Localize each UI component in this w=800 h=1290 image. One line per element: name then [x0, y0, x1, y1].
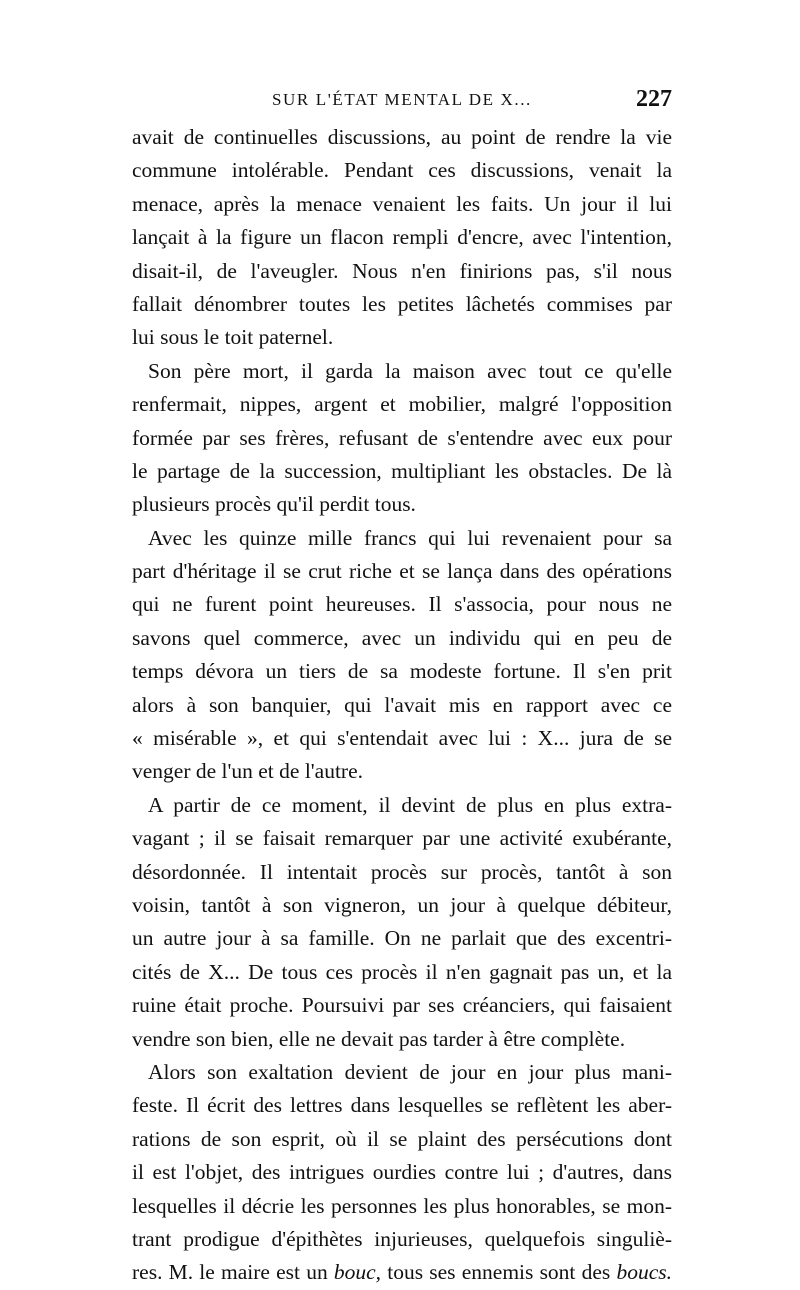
- running-title: SUR L'ÉTAT MENTAL DE X...: [272, 90, 532, 109]
- text-line: ruine était proche. Poursuivi par ses créanciers, qui faisaient: [132, 993, 672, 1018]
- running-head: [132, 86, 672, 116]
- text-line: voisin, tantôt à son vigneron, un jour à quelque débiteur,: [132, 892, 672, 917]
- text-line: feste. Il écrit des lettres dans lesquelles se reflètent les aber-: [132, 1093, 672, 1118]
- text-line: lesquelles il décrie les personnes les plus honorables, se mon-: [132, 1193, 672, 1218]
- text-line: lançait à la figure un flacon rempli d'encre, avec l'intention,: [132, 225, 672, 250]
- text-line: renfermait, nippes, argent et mobilier, malgré l'opposition: [132, 392, 672, 417]
- text-line: lui sous le toit paternel.: [132, 325, 334, 350]
- body-text: [132, 121, 672, 1290]
- text-line: rations de son esprit, où il se plaint des persécutions dont: [132, 1126, 672, 1151]
- text-line: fallait dénombrer toutes les petites lâchetés commises par: [132, 291, 672, 316]
- text-line: plusieurs procès qu'il perdit tous.: [132, 492, 416, 517]
- text-line: « misérable », et qui s'entendait avec lui : X... jura de se: [132, 726, 672, 751]
- text-line: Son père mort, il garda la maison avec tout ce qu'elle: [148, 358, 672, 383]
- text-line: il est l'objet, des intrigues ourdies contre lui ; d'autres, dans: [132, 1160, 672, 1185]
- text-line: trant prodigue d'épithètes injurieuses, quelquefois singuliè-: [132, 1226, 672, 1251]
- text-line: temps dévora un tiers de sa modeste fortune. Il s'en prit: [132, 659, 672, 684]
- text-line: le partage de la succession, multipliant les obstacles. De là: [132, 458, 672, 483]
- page-number: 227: [636, 86, 672, 112]
- text-line: vagant ; il se faisait remarquer par une activité exubérante,: [132, 826, 672, 851]
- text-line: cités de X... De tous ces procès il n'en gagnait pas un, et la: [132, 959, 672, 984]
- text-line: alors à son banquier, qui l'avait mis en rapport avec ce: [132, 692, 672, 717]
- text-line: commune intolérable. Pendant ces discussions, venait la: [132, 158, 672, 183]
- text-line: avait de continuelles discussions, au point de rendre la vie: [132, 125, 672, 149]
- text-line: Avec les quinze mille francs qui lui revenaient pour sa: [148, 525, 672, 550]
- text-line: disait-il, de l'aveugler. Nous n'en finirions pas, s'il nous: [132, 258, 672, 283]
- text-segment: tous ses ennemis sont des: [381, 1260, 617, 1285]
- text-line: un autre jour à sa famille. On ne parlait que des excentri-: [132, 926, 672, 951]
- text-line: formée par ses frères, refusant de s'entendre avec eux pour: [132, 425, 672, 450]
- text-line: vendre son bien, elle ne devait pas tarder à être complète.: [132, 1026, 626, 1051]
- text-line: savons quel commerce, avec un individu qui en peu de: [132, 625, 672, 650]
- text-line: A partir de ce moment, il devint de plus en plus extra-: [148, 792, 672, 817]
- text-line: qui ne furent point heureuses. Il s'associa, pour nous ne: [132, 592, 672, 617]
- text-line: Alors son exaltation devient de jour en jour plus mani-: [148, 1059, 672, 1084]
- italic-word: boucs.: [616, 1260, 672, 1285]
- text-line: menace, après la menace venaient les faits. Un jour il lui: [132, 191, 672, 216]
- text-line: [132, 1256, 672, 1289]
- text-segment: res. M. le maire est un: [132, 1260, 334, 1285]
- text-line: venger de l'un et de l'autre.: [132, 759, 364, 784]
- text-line: part d'héritage il se crut riche et se lança dans des opérations: [132, 559, 672, 584]
- italic-word: bouc,: [333, 1260, 382, 1285]
- text-line: désordonnée. Il intentait procès sur procès, tantôt à son: [132, 859, 672, 884]
